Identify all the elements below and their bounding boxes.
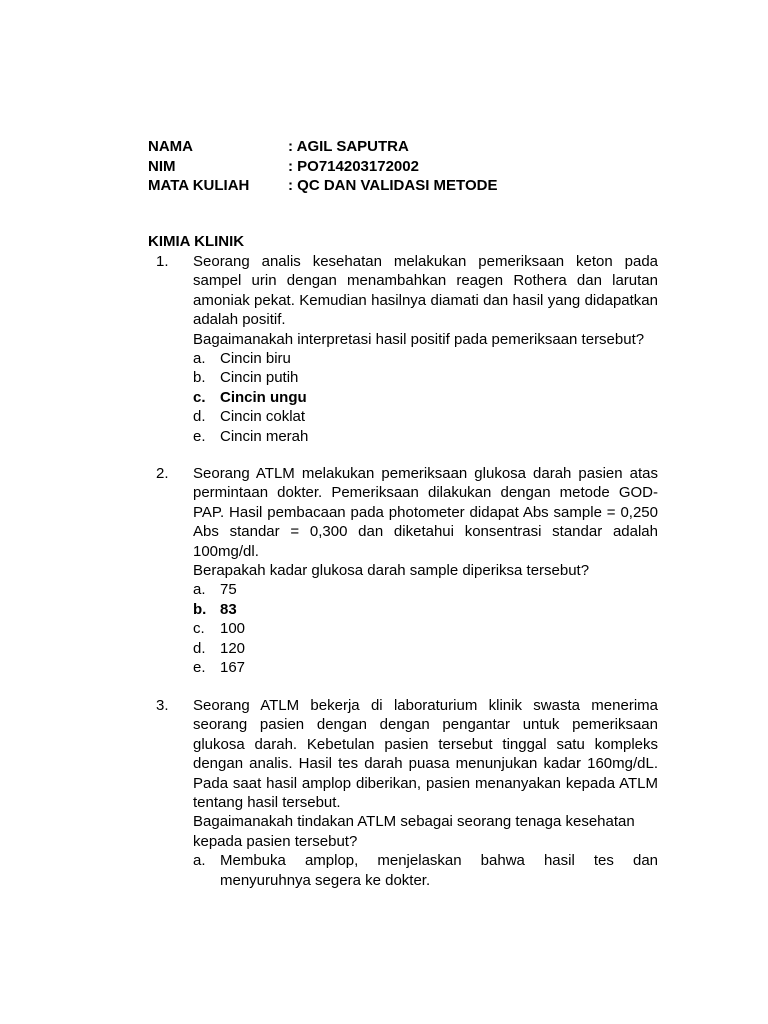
- option-letter: a.: [193, 581, 206, 599]
- header-label: MATA KULIAH: [148, 177, 250, 194]
- option-letter: e.: [193, 659, 206, 677]
- option-letter: e.: [193, 427, 206, 445]
- option-list: [193, 580, 658, 677]
- question-1: [148, 252, 658, 446]
- option-text: 167: [220, 659, 246, 677]
- question-number: 3.: [156, 697, 169, 714]
- option-a: [193, 349, 658, 368]
- question-prompt: Berapakah kadar glukosa darah sample diperiksa tersebut?: [193, 562, 590, 580]
- option-c: [193, 619, 658, 638]
- option-a: [193, 851, 658, 890]
- option-letter: c.: [193, 620, 205, 638]
- header-value: : PO714203172002: [288, 158, 419, 175]
- header-value: : AGIL SAPUTRA: [288, 138, 409, 155]
- question-2: [148, 464, 658, 677]
- header-label: NAMA: [148, 138, 193, 155]
- option-text: 83: [220, 600, 237, 618]
- option-letter: d.: [193, 408, 206, 426]
- option-letter: c.: [193, 388, 206, 406]
- question-number: 1.: [156, 253, 169, 270]
- option-letter: b.: [193, 369, 206, 387]
- option-b: [193, 600, 658, 619]
- option-text: Cincin merah: [220, 427, 309, 445]
- question-prompt: Bagaimanakah interpretasi hasil positif pada pemeriksaan tersebut?: [193, 330, 645, 348]
- option-text: Membuka amplop, menjelaskan bahwa hasil tes dan menyuruhnya segera ke dokter.: [220, 852, 658, 889]
- header-value: : QC DAN VALIDASI METODE: [288, 177, 498, 194]
- option-text: Cincin biru: [220, 350, 291, 368]
- option-a: [193, 580, 658, 599]
- option-text: Cincin ungu: [220, 388, 307, 406]
- option-list: [193, 851, 658, 890]
- option-c: [193, 388, 658, 407]
- option-list: [193, 349, 658, 446]
- option-text: 120: [220, 639, 246, 657]
- option-e: [193, 427, 658, 446]
- option-e: [193, 658, 658, 677]
- option-d: [193, 639, 658, 658]
- question-3: [148, 696, 658, 890]
- option-letter: a.: [193, 852, 206, 870]
- option-b: [193, 368, 658, 387]
- question-stem: Seorang ATLM melakukan pemeriksaan glukosa darah pasien atas permintaan dokter. Pemeriksaan dilakukan dengan metode GOD-PAP. Hasil pembacaan pada photometer didapat Abs sample = 0,250 Abs standar = 0,300 dan diketahui konsentrasi standar adalah 100mg/dl.: [193, 465, 658, 560]
- option-letter: d.: [193, 639, 206, 657]
- option-text: Cincin putih: [220, 369, 299, 387]
- section-title: KIMIA KLINIK: [148, 233, 245, 250]
- question-prompt: Bagaimanakah tindakan ATLM sebagai seorang tenaga kesehatan kepada pasien tersebut?: [193, 813, 635, 850]
- option-letter: a.: [193, 350, 206, 368]
- question-number: 2.: [156, 465, 169, 482]
- option-text: 75: [220, 581, 237, 599]
- option-d: [193, 407, 658, 426]
- header-label: NIM: [148, 158, 176, 175]
- option-text: Cincin coklat: [220, 408, 306, 426]
- question-stem: Seorang ATLM bekerja di laboraturium klinik swasta menerima seorang pasien dengan dengan pengantar untuk pemeriksaan glukosa darah. Kebetulan pasien tersebut tinggal satu kompleks dengan analis. Hasil tes darah puasa menunjukan kadar 160mg/dL. Pada saat hasil amplop diberikan, pasien menanyakan kepada ATLM tentang hasil tersebut.: [193, 697, 658, 812]
- option-letter: b.: [193, 600, 207, 618]
- option-text: 100: [220, 620, 246, 638]
- question-stem: Seorang analis kesehatan melakukan pemeriksaan keton pada sampel urin dengan menambahkan reagen Rothera dan larutan amoniak pekat. Kemudian hasilnya diamati dan hasil yang didapatkan adalah positif.: [193, 253, 658, 329]
